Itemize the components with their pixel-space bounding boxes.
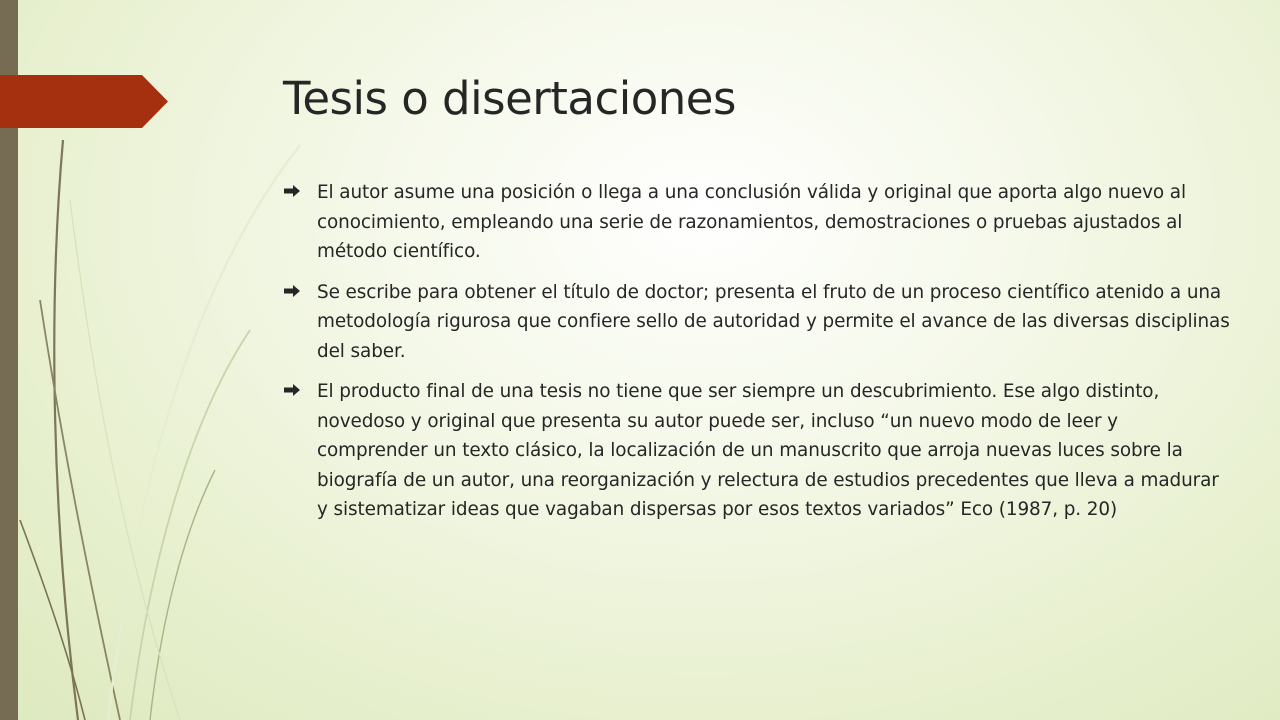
bullet-text: El producto final de una tesis no tiene que ser siempre un descubrimiento. Ese algo distinto, novedoso y original que presenta su autor puede ser, incluso “un nuevo modo de leer y comprender un texto clásico, la localización de un manuscrito que arroja nuevas luces sobre la biografía de un autor, una reorganización y relectura de estudios precedentes que lleva a madurar y sistematizar ideas que vagaban dispersas por esos textos variados” Eco (1987, p. 20)	[317, 381, 1219, 520]
bullet-list	[284, 178, 1234, 536]
bullet-text: El autor asume una posición o llega a una conclusión válida y original que aporta algo nuevo al conocimiento, empleando una serie de razonamientos, demostraciones o pruebas ajustados al método científico.	[317, 182, 1186, 262]
bullet-item	[284, 377, 1234, 525]
slide-title: Tesis o disertaciones	[283, 72, 736, 125]
arrow-right-icon	[284, 185, 300, 197]
arrow-right-icon	[284, 384, 300, 396]
bullet-item	[284, 178, 1234, 267]
arrow-right-icon	[284, 285, 300, 297]
bullet-item	[284, 278, 1234, 367]
title-accent-arrow	[0, 75, 168, 128]
bullet-text: Se escribe para obtener el título de doctor; presenta el fruto de un proceso científico atenido a una metodología rigurosa que confiere sello de autoridad y permite el avance de las diversas disciplinas del saber.	[317, 281, 1230, 362]
